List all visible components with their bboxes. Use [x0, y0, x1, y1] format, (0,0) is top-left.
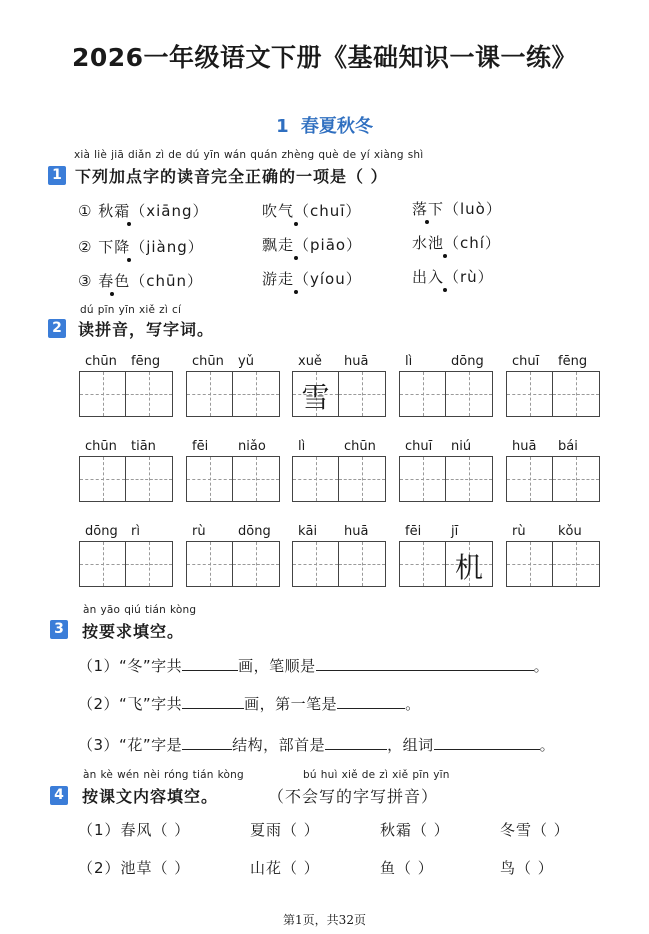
- q1-option-1b: 吹气（chuī）: [262, 202, 362, 220]
- pinyin-syllable: de: [342, 149, 357, 161]
- writing-cell[interactable]: [446, 457, 492, 501]
- grid-pinyin-label: chuī: [512, 354, 540, 369]
- pinyin-syllable: quán: [250, 149, 278, 161]
- q4-pinyin-note: [303, 769, 454, 781]
- q3-line-2-prefix: （2）“飞”字共: [78, 695, 183, 713]
- q1-option-3b: 游走（yíou）: [262, 270, 362, 288]
- q4-row1-c: 秋霜（ ）: [380, 821, 450, 839]
- pinyin-syllable: pīn: [412, 769, 430, 781]
- pinyin-syllable: xià: [74, 149, 91, 161]
- pinyin-syllable: róng: [164, 769, 189, 781]
- grid-pinyin-label: fēi: [405, 524, 422, 539]
- writing-cell[interactable]: [339, 542, 385, 586]
- grid-pinyin-label: dōng: [451, 354, 484, 369]
- pinyin-syllable: yí: [360, 149, 370, 161]
- writing-grid: [292, 541, 386, 587]
- q3-line-3-mid2: ，组词: [387, 736, 434, 754]
- writing-cell[interactable]: [233, 457, 279, 501]
- pinyin-syllable: yāo: [100, 604, 121, 616]
- pinyin-syllable: què: [318, 149, 339, 161]
- writing-grid: [186, 541, 280, 587]
- writing-cell[interactable]: [339, 372, 385, 416]
- q3-line-1-mid: 画，笔顺是: [238, 657, 316, 675]
- pinyin-syllable: wán: [223, 149, 247, 161]
- grid-pinyin-label: rù: [512, 524, 526, 539]
- answer-blank[interactable]: [337, 694, 405, 709]
- emphasis-dot: [294, 222, 298, 226]
- answer-blank[interactable]: [325, 735, 387, 750]
- q1-option-2c: 水池（chí）: [412, 234, 501, 252]
- writing-cell[interactable]: [507, 372, 553, 416]
- grid-pinyin-label: lì: [405, 354, 413, 369]
- q1-instruction: 下列加点字的读音完全正确的一项是（ ）: [75, 167, 388, 186]
- grid-pinyin-label: huā: [512, 439, 537, 454]
- writing-grid: [399, 541, 493, 587]
- lesson-title: 1 春夏秋冬: [276, 116, 373, 137]
- grid-pinyin-label: huā: [344, 354, 369, 369]
- grid-pinyin-label: bái: [558, 439, 578, 454]
- written-character: 机: [454, 551, 483, 584]
- writing-cell[interactable]: [293, 457, 339, 501]
- pinyin-syllable: jiā: [111, 149, 124, 161]
- writing-cell[interactable]: [553, 542, 599, 586]
- pinyin-syllable: de: [168, 149, 182, 161]
- grid-pinyin-label: fēi: [192, 439, 209, 454]
- writing-grid: [292, 371, 386, 417]
- pinyin-syllable: de: [361, 769, 376, 781]
- grid-pinyin-label: lì: [298, 439, 306, 454]
- grid-pinyin-label: kāi: [298, 524, 318, 539]
- answer-blank[interactable]: [182, 735, 232, 750]
- q1-option-2b: 飘走（piāo）: [262, 236, 363, 254]
- q3-line-1-end: 。: [533, 657, 550, 675]
- writing-grid: [79, 456, 173, 502]
- pinyin-syllable: yīn: [203, 149, 220, 161]
- page-footer: 第1页，共32页: [283, 913, 366, 927]
- emphasis-dot: [294, 290, 298, 294]
- q4-row1-d: 冬雪（ ）: [500, 821, 570, 839]
- writing-cell[interactable]: [293, 542, 339, 586]
- writing-grid: [399, 456, 493, 502]
- q3-line-1-prefix: （1）“冬”字共: [78, 657, 183, 675]
- q1-option-2a: ② 下降（jiàng）: [78, 238, 204, 256]
- q1-option-1a: ① 秋霜（xiāng）: [78, 202, 209, 220]
- grid-pinyin-label: huā: [344, 524, 369, 539]
- writing-grid: [399, 371, 493, 417]
- grid-pinyin-label: fēng: [558, 354, 588, 369]
- writing-cell[interactable]: [507, 542, 553, 586]
- grid-pinyin-label: rù: [192, 524, 206, 539]
- q3-line-2-mid: 画，第一笔是: [244, 695, 338, 713]
- answer-blank[interactable]: [182, 694, 244, 709]
- writing-cell[interactable]: [400, 372, 446, 416]
- writing-grid: [79, 541, 173, 587]
- pinyin-syllable: cí: [172, 304, 182, 316]
- q3-line-1: [78, 655, 549, 676]
- q3-instruction: 按要求填空。: [82, 622, 185, 641]
- q3-line-2: [78, 693, 421, 714]
- pinyin-syllable: diǎn: [127, 149, 152, 161]
- q3-pinyin: [83, 604, 200, 616]
- q4-row2-a: （2）池草（ ）: [78, 859, 191, 877]
- emphasis-dot: [127, 258, 131, 262]
- q1-option-3a: ③ 春色（chūn）: [78, 272, 203, 290]
- grid-pinyin-label: chūn: [192, 354, 224, 369]
- q4-pinyin-main: [83, 769, 248, 781]
- writing-cell[interactable]: [400, 457, 446, 501]
- pinyin-syllable: kè: [100, 769, 114, 781]
- emphasis-dot: [425, 220, 429, 224]
- q1-option-3c: 出入（rù）: [412, 268, 494, 286]
- pinyin-syllable: zì: [155, 149, 165, 161]
- writing-cell[interactable]: [187, 457, 233, 501]
- q4-row1-b: 夏雨（ ）: [250, 821, 320, 839]
- pinyin-syllable: tián: [192, 769, 214, 781]
- writing-cell[interactable]: [553, 457, 599, 501]
- pinyin-syllable: dú: [80, 304, 94, 316]
- writing-grid: [79, 371, 173, 417]
- grid-pinyin-label: jī: [451, 524, 459, 539]
- writing-cell[interactable]: [507, 457, 553, 501]
- writing-cell[interactable]: [187, 542, 233, 586]
- q3-line-3-prefix: （3）“花”字是: [78, 736, 183, 754]
- writing-cell[interactable]: [126, 457, 172, 501]
- grid-pinyin-label: rì: [131, 524, 140, 539]
- writing-cell[interactable]: [80, 372, 126, 416]
- page-title: 2026一年级语文下册《基础知识一课一练》: [71, 43, 578, 72]
- q1-number-badge: 1: [48, 166, 66, 185]
- emphasis-dot: [443, 288, 447, 292]
- writing-cell[interactable]: [126, 542, 172, 586]
- emphasis-dot: [443, 254, 447, 258]
- emphasis-dot: [294, 256, 298, 260]
- pinyin-syllable: huì: [320, 769, 338, 781]
- writing-grid: [506, 371, 600, 417]
- q4-instruction: 按课文内容填空。: [82, 787, 219, 806]
- q4-number-badge: 4: [50, 786, 68, 805]
- pinyin-syllable: liè: [94, 149, 108, 161]
- pinyin-syllable: tián: [145, 604, 166, 616]
- pinyin-syllable: yīn: [433, 769, 450, 781]
- q4-row2-b: 山花（ ）: [250, 859, 320, 877]
- pinyin-syllable: nèi: [143, 769, 161, 781]
- pinyin-syllable: qiú: [124, 604, 142, 616]
- pinyin-syllable: kòng: [169, 604, 197, 616]
- pinyin-syllable: xiě: [341, 769, 358, 781]
- grid-pinyin-label: niú: [451, 439, 472, 454]
- q2-pinyin: [80, 304, 185, 316]
- emphasis-dot: [127, 222, 131, 226]
- grid-pinyin-label: chūn: [344, 439, 376, 454]
- writing-cell[interactable]: [339, 457, 385, 501]
- answer-blank[interactable]: [316, 656, 534, 671]
- pinyin-syllable: àn: [83, 769, 97, 781]
- q3-line-2-end: 。: [405, 695, 421, 713]
- q2-instruction: 读拼音，写字词。: [78, 320, 215, 339]
- grid-pinyin-label: niǎo: [238, 439, 266, 454]
- grid-pinyin-label: dōng: [238, 524, 271, 539]
- q4-row2-d: 鸟（ ）: [500, 859, 554, 877]
- q3-number-badge: 3: [50, 620, 68, 639]
- writing-cell[interactable]: [80, 457, 126, 501]
- pinyin-syllable: wén: [117, 769, 140, 781]
- emphasis-dot: [110, 292, 114, 296]
- pinyin-syllable: xiě: [138, 304, 156, 316]
- pinyin-syllable: xiě: [392, 769, 409, 781]
- writing-cell[interactable]: [553, 372, 599, 416]
- q3-line-3-mid: 结构，部首是: [232, 736, 326, 754]
- writing-grid: [186, 371, 280, 417]
- pinyin-syllable: pīn: [97, 304, 115, 316]
- grid-pinyin-label: chūn: [85, 439, 117, 454]
- writing-cell[interactable]: [233, 542, 279, 586]
- pinyin-syllable: shì: [407, 149, 424, 161]
- q2-number-badge: 2: [48, 319, 66, 338]
- pinyin-syllable: bú: [303, 769, 317, 781]
- q4-note: （不会写的字写拼音）: [268, 787, 439, 806]
- pinyin-syllable: kòng: [217, 769, 244, 781]
- answer-blank[interactable]: [182, 656, 238, 671]
- grid-pinyin-label: yǔ: [238, 354, 254, 369]
- pinyin-syllable: zì: [159, 304, 169, 316]
- q3-line-3-end: 。: [539, 736, 556, 754]
- pinyin-syllable: àn: [83, 604, 97, 616]
- writing-cell[interactable]: [446, 542, 492, 586]
- grid-pinyin-label: xuě: [298, 354, 322, 369]
- writing-cell[interactable]: [293, 372, 339, 416]
- writing-cell[interactable]: [400, 542, 446, 586]
- pinyin-syllable: xiàng: [373, 149, 404, 161]
- writing-grid: [186, 456, 280, 502]
- writing-cell[interactable]: [233, 372, 279, 416]
- q1-pinyin: [74, 149, 427, 161]
- writing-cell[interactable]: [446, 372, 492, 416]
- answer-blank[interactable]: [434, 735, 540, 750]
- q3-line-3: [78, 734, 555, 755]
- writing-cell[interactable]: [187, 372, 233, 416]
- writing-grid: [506, 456, 600, 502]
- written-character: 雪: [301, 381, 330, 414]
- q4-row1-a: （1）春风（ ）: [78, 821, 191, 839]
- q1-option-1c: 落下（luò）: [412, 200, 502, 218]
- writing-cell[interactable]: [80, 542, 126, 586]
- pinyin-syllable: dú: [185, 149, 200, 161]
- grid-pinyin-label: dōng: [85, 524, 118, 539]
- writing-grid: [292, 456, 386, 502]
- grid-pinyin-label: kǒu: [558, 524, 582, 539]
- grid-pinyin-label: fēng: [131, 354, 161, 369]
- writing-grid: [506, 541, 600, 587]
- grid-pinyin-label: chuī: [405, 439, 433, 454]
- pinyin-syllable: zhèng: [281, 149, 315, 161]
- grid-pinyin-label: chūn: [85, 354, 117, 369]
- pinyin-syllable: zì: [379, 769, 389, 781]
- pinyin-syllable: yīn: [118, 304, 135, 316]
- grid-pinyin-label: tiān: [131, 439, 156, 454]
- q4-row2-c: 鱼（ ）: [380, 859, 434, 877]
- writing-cell[interactable]: [126, 372, 172, 416]
